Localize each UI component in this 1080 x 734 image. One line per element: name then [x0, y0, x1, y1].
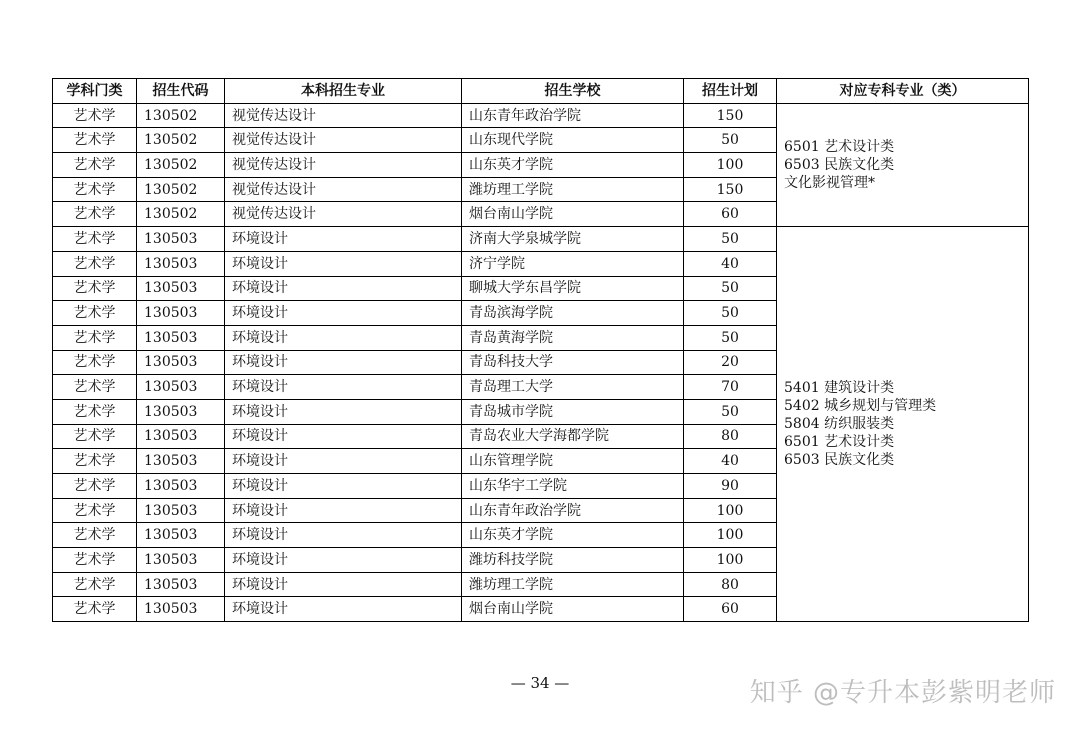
- cell-plan: 50: [684, 227, 777, 252]
- watermark: 知乎 @专升本彭紫明老师: [749, 678, 1056, 708]
- cell-discipline: 艺术学: [53, 424, 137, 449]
- cell-major: 环境设计: [225, 350, 462, 375]
- cell-major: 视觉传达设计: [225, 153, 462, 178]
- cell-related-majors: [777, 103, 1029, 226]
- cell-plan: 40: [684, 449, 777, 474]
- cell-school: 烟台南山学院: [462, 202, 684, 227]
- cell-code: 130503: [137, 375, 225, 400]
- cell-code: 130503: [137, 301, 225, 326]
- cell-discipline: 艺术学: [53, 375, 137, 400]
- related-major-line: 6503 民族文化类: [784, 156, 895, 173]
- cell-major: 视觉传达设计: [225, 103, 462, 128]
- cell-discipline: 艺术学: [53, 276, 137, 301]
- cell-code: 130503: [137, 227, 225, 252]
- cell-school: 青岛黄海学院: [462, 325, 684, 350]
- cell-discipline: 艺术学: [53, 103, 137, 128]
- cell-plan: 60: [684, 202, 777, 227]
- cell-major: 环境设计: [225, 498, 462, 523]
- cell-code: 130503: [137, 424, 225, 449]
- cell-major: 视觉传达设计: [225, 128, 462, 153]
- cell-major: 环境设计: [225, 399, 462, 424]
- cell-code: 130502: [137, 128, 225, 153]
- cell-school: 聊城大学东昌学院: [462, 276, 684, 301]
- cell-school: 潍坊理工学院: [462, 572, 684, 597]
- page-number: — 34 —: [510, 674, 570, 692]
- cell-school: 烟台南山学院: [462, 597, 684, 622]
- cell-discipline: 艺术学: [53, 251, 137, 276]
- cell-plan: 90: [684, 474, 777, 499]
- cell-school: 潍坊科技学院: [462, 548, 684, 573]
- cell-plan: 80: [684, 572, 777, 597]
- cell-plan: 40: [684, 251, 777, 276]
- table-body: [53, 103, 1029, 621]
- cell-school: 青岛科技大学: [462, 350, 684, 375]
- cell-plan: 100: [684, 153, 777, 178]
- cell-school: 济南大学泉城学院: [462, 227, 684, 252]
- cell-discipline: 艺术学: [53, 449, 137, 474]
- cell-discipline: 艺术学: [53, 128, 137, 153]
- cell-discipline: 艺术学: [53, 153, 137, 178]
- header-school: 招生学校: [462, 79, 684, 104]
- cell-school: 青岛农业大学海都学院: [462, 424, 684, 449]
- related-major-line: 文化影视管理*: [784, 174, 875, 191]
- cell-major: 环境设计: [225, 449, 462, 474]
- related-major-line: 6501 艺术设计类: [784, 434, 895, 451]
- cell-discipline: 艺术学: [53, 202, 137, 227]
- cell-code: 130503: [137, 325, 225, 350]
- related-major-line: 6503 民族文化类: [784, 452, 895, 469]
- cell-major: 环境设计: [225, 301, 462, 326]
- cell-discipline: 艺术学: [53, 597, 137, 622]
- cell-discipline: 艺术学: [53, 227, 137, 252]
- cell-major: 环境设计: [225, 375, 462, 400]
- cell-school: 山东英才学院: [462, 153, 684, 178]
- table-row: [53, 103, 1029, 128]
- cell-major: 环境设计: [225, 474, 462, 499]
- cell-major: 环境设计: [225, 523, 462, 548]
- cell-code: 130502: [137, 153, 225, 178]
- cell-school: 青岛滨海学院: [462, 301, 684, 326]
- cell-school: 山东青年政治学院: [462, 103, 684, 128]
- cell-discipline: 艺术学: [53, 350, 137, 375]
- cell-school: 山东青年政治学院: [462, 498, 684, 523]
- cell-school: 山东英才学院: [462, 523, 684, 548]
- cell-plan: 20: [684, 350, 777, 375]
- cell-plan: 100: [684, 548, 777, 573]
- cell-discipline: 艺术学: [53, 474, 137, 499]
- cell-discipline: 艺术学: [53, 498, 137, 523]
- cell-plan: 150: [684, 103, 777, 128]
- related-major-line: 5804 纺织服装类: [784, 416, 895, 433]
- cell-major: 环境设计: [225, 548, 462, 573]
- cell-code: 130503: [137, 572, 225, 597]
- cell-plan: 50: [684, 399, 777, 424]
- cell-code: 130502: [137, 103, 225, 128]
- enrollment-table: [52, 78, 1029, 622]
- cell-school: 山东现代学院: [462, 128, 684, 153]
- cell-major: 环境设计: [225, 227, 462, 252]
- header-related-majors: 对应专科专业（类）: [777, 79, 1029, 104]
- cell-school: 济宁学院: [462, 251, 684, 276]
- cell-discipline: 艺术学: [53, 523, 137, 548]
- table-header-row: [53, 79, 1029, 104]
- cell-discipline: 艺术学: [53, 548, 137, 573]
- cell-code: 130502: [137, 202, 225, 227]
- cell-code: 130503: [137, 251, 225, 276]
- cell-major: 环境设计: [225, 424, 462, 449]
- cell-code: 130503: [137, 597, 225, 622]
- cell-code: 130503: [137, 399, 225, 424]
- cell-plan: 70: [684, 375, 777, 400]
- cell-major: 环境设计: [225, 276, 462, 301]
- cell-discipline: 艺术学: [53, 399, 137, 424]
- cell-plan: 50: [684, 128, 777, 153]
- related-major-line: 5401 建筑设计类: [784, 380, 895, 397]
- header-code: 招生代码: [137, 79, 225, 104]
- cell-plan: 50: [684, 276, 777, 301]
- header-discipline: 学科门类: [53, 79, 137, 104]
- cell-discipline: 艺术学: [53, 177, 137, 202]
- cell-discipline: 艺术学: [53, 325, 137, 350]
- cell-school: 青岛理工大学: [462, 375, 684, 400]
- cell-major: 视觉传达设计: [225, 202, 462, 227]
- cell-discipline: 艺术学: [53, 301, 137, 326]
- cell-code: 130503: [137, 350, 225, 375]
- cell-plan: 60: [684, 597, 777, 622]
- cell-code: 130503: [137, 548, 225, 573]
- cell-plan: 50: [684, 301, 777, 326]
- related-major-line: 5402 城乡规划与管理类: [784, 398, 937, 415]
- cell-major: 环境设计: [225, 597, 462, 622]
- cell-plan: 150: [684, 177, 777, 202]
- cell-code: 130502: [137, 177, 225, 202]
- header-plan: 招生计划: [684, 79, 777, 104]
- cell-school: 山东管理学院: [462, 449, 684, 474]
- cell-major: 环境设计: [225, 572, 462, 597]
- cell-major: 环境设计: [225, 325, 462, 350]
- cell-major: 视觉传达设计: [225, 177, 462, 202]
- cell-plan: 100: [684, 498, 777, 523]
- cell-plan: 80: [684, 424, 777, 449]
- related-major-line: 6501 艺术设计类: [784, 138, 895, 155]
- cell-major: 环境设计: [225, 251, 462, 276]
- header-major: 本科招生专业: [225, 79, 462, 104]
- cell-code: 130503: [137, 276, 225, 301]
- table-row: [53, 227, 1029, 252]
- cell-code: 130503: [137, 474, 225, 499]
- cell-code: 130503: [137, 449, 225, 474]
- cell-discipline: 艺术学: [53, 572, 137, 597]
- cell-plan: 50: [684, 325, 777, 350]
- cell-code: 130503: [137, 523, 225, 548]
- cell-code: 130503: [137, 498, 225, 523]
- cell-school: 山东华宇工学院: [462, 474, 684, 499]
- cell-school: 青岛城市学院: [462, 399, 684, 424]
- cell-related-majors: [777, 227, 1029, 622]
- cell-plan: 100: [684, 523, 777, 548]
- cell-school: 潍坊理工学院: [462, 177, 684, 202]
